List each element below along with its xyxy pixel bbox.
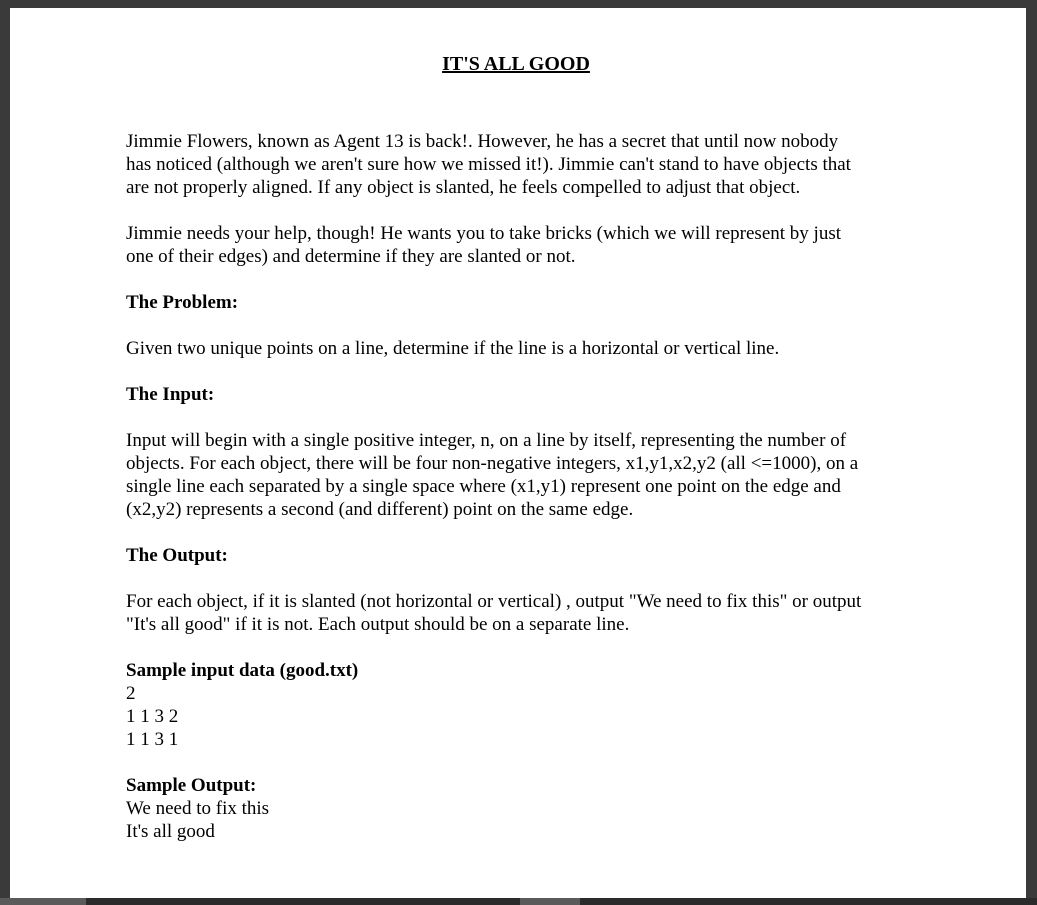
document-page (10, 8, 1026, 898)
input-line: (x2,y2) represents a second (and different) point on the same edge. (126, 499, 634, 520)
output-line: For each object, if it is slanted (not horizontal or vertical) , output "We need to fix this" or output (126, 591, 862, 612)
input-line: objects. For each object, there will be four non-negative integers, x1,y1,x2,y2 (all <=1000), on a (126, 453, 859, 474)
input-heading: The Input: (126, 384, 215, 405)
intro-2-line: one of their edges) and determine if they are slanted or not. (126, 246, 576, 267)
scrollbar-thumb-middle[interactable] (520, 898, 580, 905)
sample-input-block (126, 659, 916, 751)
sample-output-line: We need to fix this (126, 798, 270, 819)
sample-input-line: 1 1 3 2 (126, 706, 179, 727)
scrollbar-thumb-left[interactable] (0, 898, 86, 905)
input-paragraph (126, 429, 916, 521)
output-line: "It's all good" if it is not. Each output should be on a separate line. (126, 614, 630, 635)
sample-input-line: 1 1 3 1 (126, 729, 179, 750)
input-line: Input will begin with a single positive integer, n, on a line by itself, representing the number of (126, 430, 847, 451)
sample-output-block (126, 774, 916, 843)
intro-2-line: Jimmie needs your help, though! He wants you to take bricks (which we will represent by just (126, 223, 841, 244)
horizontal-scrollbar[interactable] (0, 898, 1037, 905)
intro-1-line: has noticed (although we aren't sure how we missed it!). Jimmie can't stand to have objects that (126, 154, 851, 175)
page-title: IT'S ALL GOOD (442, 53, 590, 75)
problem-text: Given two unique points on a line, determine if the line is a horizontal or vertical line. (126, 338, 780, 359)
intro-paragraph-1 (126, 130, 916, 199)
output-paragraph (126, 590, 916, 636)
intro-1-line: Jimmie Flowers, known as Agent 13 is back!. However, he has a secret that until now nobody (126, 131, 839, 152)
problem-heading: The Problem: (126, 292, 239, 313)
intro-1-line: are not properly aligned. If any object is slanted, he feels compelled to adjust that object. (126, 177, 801, 198)
sample-output-line: It's all good (126, 821, 215, 842)
intro-paragraph-2 (126, 222, 916, 268)
sample-input-line: 2 (126, 683, 136, 704)
sample-output-heading: Sample Output: (126, 775, 257, 796)
input-line: single line each separated by a single space where (x1,y1) represent one point on the edge and (126, 476, 841, 497)
output-heading: The Output: (126, 545, 228, 566)
sample-input-heading: Sample input data (good.txt) (126, 660, 359, 681)
